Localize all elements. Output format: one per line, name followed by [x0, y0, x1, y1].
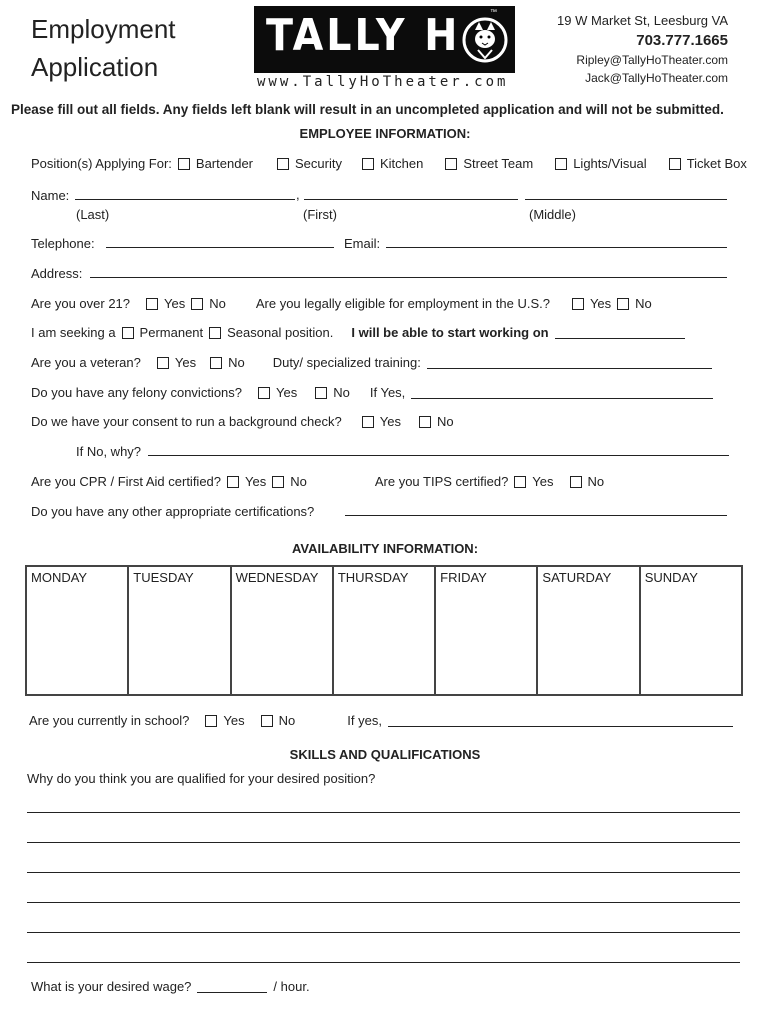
- contact-email-2: Jack@TallyHoTheater.com: [585, 71, 728, 85]
- felony-row: [31, 385, 713, 400]
- over21-label: Are you over 21?: [31, 296, 131, 311]
- day-label: THURSDAY: [337, 570, 409, 585]
- day-label: SUNDAY: [644, 570, 698, 585]
- wage-label: What is your desired wage?: [31, 979, 192, 994]
- street-address: 19 W Market St, Leesburg VA: [557, 13, 728, 28]
- street-team-checkbox[interactable]: [445, 158, 457, 170]
- other-cert-label: Do you have any other appropriate certifications?: [31, 504, 315, 519]
- availability-heading: AVAILABILITY INFORMATION:: [291, 541, 479, 556]
- qualification-answer-line[interactable]: [27, 842, 740, 843]
- felony-yes-checkbox[interactable]: [258, 387, 270, 399]
- positions-row: [31, 156, 747, 171]
- address-field[interactable]: [90, 266, 727, 278]
- over21-row: [31, 296, 652, 311]
- no-label: No: [228, 355, 245, 370]
- bartender-checkbox[interactable]: [178, 158, 190, 170]
- lights-visual-checkbox[interactable]: [555, 158, 567, 170]
- kitchen-checkbox[interactable]: [362, 158, 374, 170]
- no-label: No: [209, 296, 226, 311]
- contact-email-1: Ripley@TallyHoTheater.com: [576, 53, 728, 67]
- wage-row: [31, 979, 310, 994]
- website-url: www.TallyHoTheater.com: [257, 74, 509, 90]
- school-yes-checkbox[interactable]: [205, 715, 217, 727]
- felony-if-yes-label: If Yes,: [369, 385, 406, 400]
- employee-info-heading: EMPLOYEE INFORMATION:: [299, 126, 471, 141]
- consent-why-field[interactable]: [148, 444, 729, 456]
- street-team-label: Street Team: [463, 156, 534, 171]
- consent-no-checkbox[interactable]: [419, 416, 431, 428]
- positions-label: Position(s) Applying For:: [31, 156, 172, 171]
- qualification-answer-line[interactable]: [27, 932, 740, 933]
- no-label: No: [333, 385, 350, 400]
- skills-heading: SKILLS AND QUALIFICATIONS: [289, 747, 481, 762]
- consent-row: [31, 414, 454, 429]
- veteran-label: Are you a veteran?: [31, 355, 141, 370]
- telephone-field[interactable]: [106, 236, 334, 248]
- qualification-answer-line[interactable]: [27, 812, 740, 813]
- seasonal-checkbox[interactable]: [209, 327, 221, 339]
- day-label: TUESDAY: [133, 570, 194, 585]
- permanent-checkbox[interactable]: [122, 327, 134, 339]
- school-if-yes-label: If yes,: [347, 713, 382, 728]
- yes-label: Yes: [532, 474, 554, 489]
- telephone-label: Telephone:: [31, 236, 95, 251]
- bartender-label: Bartender: [195, 156, 253, 171]
- yes-label: Yes: [245, 474, 267, 489]
- veteran-yes-checkbox[interactable]: [157, 357, 169, 369]
- other-cert-field[interactable]: [345, 504, 727, 516]
- consent-if-no-label: If No, why?: [76, 444, 142, 459]
- form-title-line1: Employment: [31, 14, 176, 44]
- yes-label: Yes: [164, 296, 186, 311]
- consent-label: Do we have your consent to run a background check?: [31, 414, 342, 429]
- lights-visual-label: Lights/Visual: [573, 156, 647, 171]
- security-checkbox[interactable]: [277, 158, 289, 170]
- address-label: Address:: [31, 266, 83, 281]
- qualification-answer-line[interactable]: [27, 872, 740, 873]
- duty-label: Duty/ specialized training:: [272, 355, 421, 370]
- qualified-question: Why do you think you are qualified for your desired position?: [27, 771, 376, 786]
- tips-label: Are you TIPS certified?: [374, 474, 509, 489]
- phone-number: 703.777.1665: [636, 32, 728, 49]
- day-cell-saturday[interactable]: [538, 567, 640, 694]
- day-label: MONDAY: [31, 570, 88, 585]
- school-row: [29, 713, 733, 728]
- no-label: No: [635, 296, 652, 311]
- felony-no-checkbox[interactable]: [315, 387, 327, 399]
- seeking-row: [31, 325, 685, 340]
- day-cell-wednesday[interactable]: [232, 567, 334, 694]
- tips-no-checkbox[interactable]: [570, 476, 582, 488]
- first-name-field[interactable]: [304, 188, 518, 200]
- start-date-field[interactable]: [555, 327, 685, 339]
- last-name-caption: (Last): [76, 207, 110, 222]
- cpr-yes-checkbox[interactable]: [227, 476, 239, 488]
- school-details-field[interactable]: [388, 715, 733, 727]
- fill-all-fields-notice: Please fill out all fields. Any fields left blank will result in an uncompleted application and will not be submitted.: [11, 102, 724, 117]
- day-label: FRIDAY: [440, 570, 487, 585]
- no-label: No: [587, 474, 605, 489]
- start-date-label: I will be able to start working on: [351, 325, 549, 340]
- day-label: SATURDAY: [542, 570, 612, 585]
- no-label: No: [290, 474, 307, 489]
- permanent-label: Permanent: [139, 325, 204, 340]
- yes-label: Yes: [223, 713, 245, 728]
- kitchen-label: Kitchen: [379, 156, 424, 171]
- last-name-field[interactable]: [75, 188, 295, 200]
- tips-yes-checkbox[interactable]: [514, 476, 526, 488]
- school-no-checkbox[interactable]: [261, 715, 273, 727]
- duty-field[interactable]: [427, 357, 712, 369]
- wage-field[interactable]: [197, 981, 267, 993]
- ticket-box-checkbox[interactable]: [669, 158, 681, 170]
- day-cell-friday[interactable]: [436, 567, 538, 694]
- school-label: Are you currently in school?: [29, 713, 190, 728]
- over21-yes-checkbox[interactable]: [146, 298, 158, 310]
- cpr-row: [31, 474, 604, 489]
- fox-mascot-icon: [461, 12, 509, 68]
- ticket-box-label: Ticket Box: [686, 156, 747, 171]
- yes-label: Yes: [174, 355, 197, 370]
- email-label: Email:: [344, 236, 381, 251]
- tally-ho-logo: TALLY H ™: [254, 6, 515, 73]
- day-cell-thursday[interactable]: [334, 567, 436, 694]
- first-name-caption: (First): [303, 207, 337, 222]
- yes-label: Yes: [379, 414, 401, 429]
- felony-explain-field[interactable]: [411, 387, 713, 399]
- no-label: No: [278, 713, 296, 728]
- eligible-no-checkbox[interactable]: [617, 298, 629, 310]
- email-field[interactable]: [386, 236, 727, 248]
- veteran-row: [31, 355, 712, 370]
- yes-label: Yes: [276, 385, 298, 400]
- eligible-label: Are you legally eligible for employment in the U.S.?: [255, 296, 550, 311]
- day-cell-monday[interactable]: [27, 567, 129, 694]
- yes-label: Yes: [589, 296, 612, 311]
- seasonal-label: Seasonal position.: [227, 325, 334, 340]
- veteran-no-checkbox[interactable]: [210, 357, 222, 369]
- day-cell-sunday[interactable]: [641, 567, 741, 694]
- over21-no-checkbox[interactable]: [191, 298, 203, 310]
- cpr-no-checkbox[interactable]: [272, 476, 284, 488]
- middle-name-caption: (Middle): [529, 207, 576, 222]
- wage-suffix: / hour.: [273, 979, 310, 994]
- qualification-answer-line[interactable]: [27, 902, 740, 903]
- day-cell-tuesday[interactable]: [129, 567, 231, 694]
- security-label: Security: [295, 156, 342, 171]
- day-label: WEDNESDAY: [235, 570, 319, 585]
- qualification-answer-line[interactable]: [27, 962, 740, 963]
- eligible-yes-checkbox[interactable]: [572, 298, 584, 310]
- felony-label: Do you have any felony convictions?: [31, 385, 243, 400]
- no-label: No: [436, 414, 454, 429]
- name-label: Name:: [31, 188, 70, 203]
- middle-name-field[interactable]: [525, 188, 727, 200]
- availability-table: [25, 565, 743, 696]
- form-title-line2: Application: [31, 52, 159, 82]
- consent-yes-checkbox[interactable]: [362, 416, 374, 428]
- cpr-label: Are you CPR / First Aid certified?: [31, 474, 222, 489]
- seeking-label: I am seeking a: [31, 325, 116, 340]
